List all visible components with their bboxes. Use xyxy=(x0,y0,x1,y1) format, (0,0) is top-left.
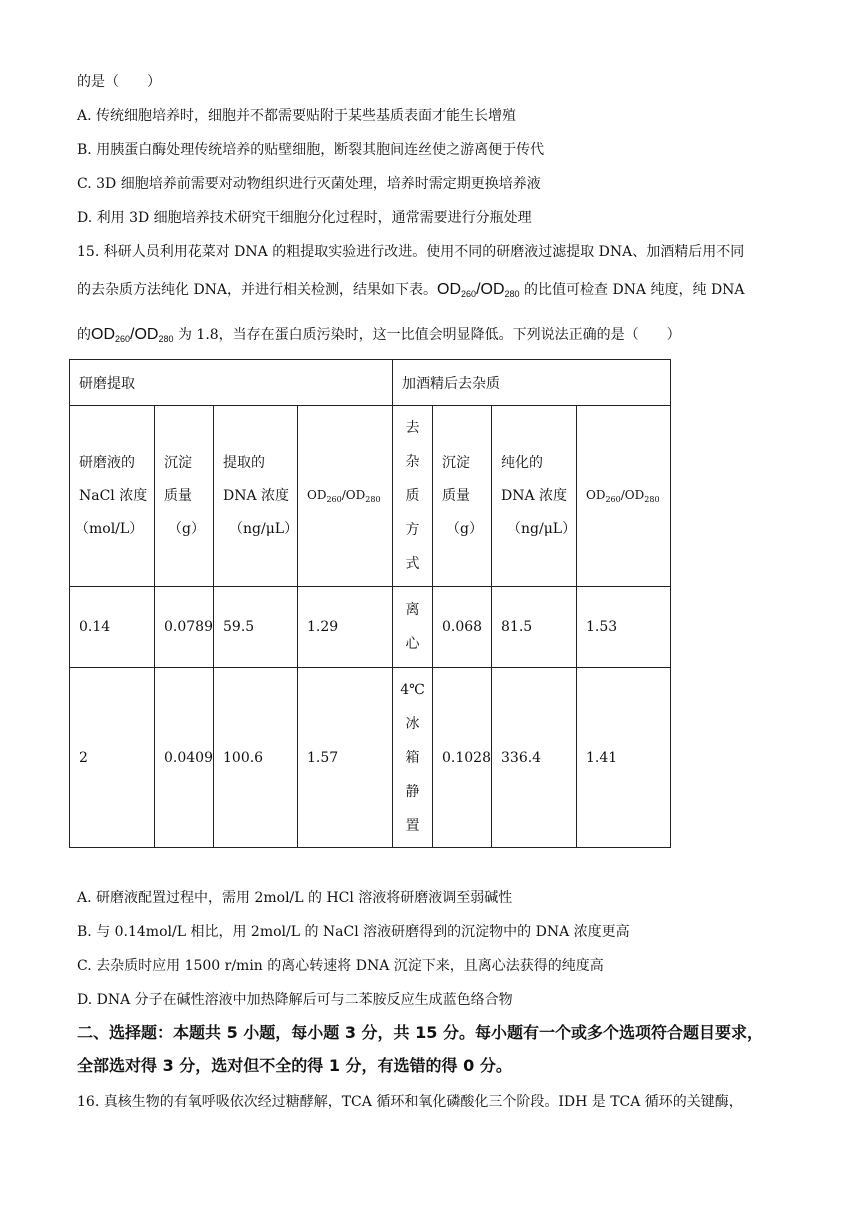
cell-od: 1.57 xyxy=(298,668,393,848)
table-row xyxy=(70,587,671,668)
header-nacl-concentration: 研磨液的 NaCl 浓度 （mol/L） xyxy=(70,406,155,587)
q15-option-a: A. 研磨液配置过程中，需用 2mol/L 的 HCl 溶液将研磨液调至弱碱性 xyxy=(77,890,513,906)
cell-method: 离 心 xyxy=(393,587,433,668)
q15-stem-line3: 的$OD_{260}/OD_{280}$ 为 1.8，当存在蛋白质污染时，这一比值会明显降低。下列说法正确的是（ ） xyxy=(77,326,681,344)
header-precipitate-mass: 沉淀 质量 （g） xyxy=(155,406,214,587)
cell-method: 4℃ 冰 箱 静 置 xyxy=(393,668,433,848)
cell-mass2: 0.068 xyxy=(433,587,492,668)
cell-dna2: 81.5 xyxy=(492,587,577,668)
q15-stem-line1: 15. 科研人员利用花菜对 DNA 的粗提取实验进行改进。使用不同的研磨液过滤提取 DNA、加酒精后用不同 xyxy=(77,244,745,260)
q15-option-c: C. 去杂质时应用 1500 r/min 的离心转速将 DNA 沉淀下来，且离心法获得的纯度高 xyxy=(77,958,604,974)
q15-option-b: B. 与 0.14mol/L 相比，用 2mol/L 的 NaCl 溶液研磨得到的沉淀物中的 DNA 浓度更高 xyxy=(77,924,630,940)
cell-mass2: 0.1028 xyxy=(433,668,492,848)
q14-option-b: B. 用胰蛋白酶处理传统培养的贴壁细胞，断裂其胞间连丝使之游离便于传代 xyxy=(77,142,545,158)
q15-stem-line2: 的去杂质方法纯化 DNA，并进行相关检测，结果如下表。$OD_{260}/OD_{280}$ 的比值可检查 DNA 纯度，纯 DNA xyxy=(77,281,745,299)
section-heading-line1: 二、选择题：本题共 5 小题，每小题 3 分，共 15 分。每小题有一个或多个选项符合题目要求， xyxy=(77,1023,763,1042)
group-header-extraction: 研磨提取 xyxy=(70,360,393,406)
cell-nacl: 0.14 xyxy=(70,587,155,668)
q16-stem-line1: 16. 真核生物的有氧呼吸依次经过糖酵解，TCA 循环和氧化磷酸化三个阶段。IDH 是 TCA 循环的关键酶， xyxy=(77,1094,743,1110)
q14-option-a: A. 传统细胞培养时，细胞并不都需要贴附于某些基质表面才能生长增殖 xyxy=(77,108,517,124)
q14-stem-tail: 的是（ ） xyxy=(77,74,161,90)
q15-option-d: D. DNA 分子在碱性溶液中加热降解后可与二苯胺反应生成蓝色络合物 xyxy=(77,992,513,1008)
q14-option-c: C. 3D 细胞培养前需要对动物组织进行灭菌处理，培养时需定期更换培养液 xyxy=(77,176,541,192)
header-purified-dna-concentration: 纯化的 DNA 浓度 （ng/μL） xyxy=(492,406,577,587)
cell-mass: 0.0409 xyxy=(155,668,214,848)
cell-dna: 59.5 xyxy=(214,587,298,668)
header-od-ratio-2: $OD_{260}/OD_{280}$ xyxy=(577,406,671,587)
cell-dna: 100.6 xyxy=(214,668,298,848)
q14-option-d: D. 利用 3D 细胞培养技术研究干细胞分化过程时，通常需要进行分瓶处理 xyxy=(77,210,532,226)
cell-mass: 0.0789 xyxy=(155,587,214,668)
group-header-purification: 加酒精后去杂质 xyxy=(393,360,671,406)
cell-nacl: 2 xyxy=(70,668,155,848)
cell-od: 1.29 xyxy=(298,587,393,668)
table-group-header-row xyxy=(70,360,671,406)
header-od-ratio: $OD_{260}/OD_{280}$ xyxy=(298,406,393,587)
header-extracted-dna-concentration: 提取的 DNA 浓度 （ng/μL） xyxy=(214,406,298,587)
cell-od2: 1.53 xyxy=(577,587,671,668)
header-purification-method: 去 杂 质 方 式 xyxy=(393,406,433,587)
cell-od2: 1.41 xyxy=(577,668,671,848)
header-precipitate-mass-2: 沉淀 质量 （g） xyxy=(433,406,492,587)
dna-extraction-table xyxy=(69,359,671,848)
cell-dna2: 336.4 xyxy=(492,668,577,848)
table-row xyxy=(70,668,671,848)
table-column-header-row xyxy=(70,406,671,587)
section-heading-line2: 全部选对得 3 分，选对但不全的得 1 分，有选错的得 0 分。 xyxy=(77,1056,512,1075)
